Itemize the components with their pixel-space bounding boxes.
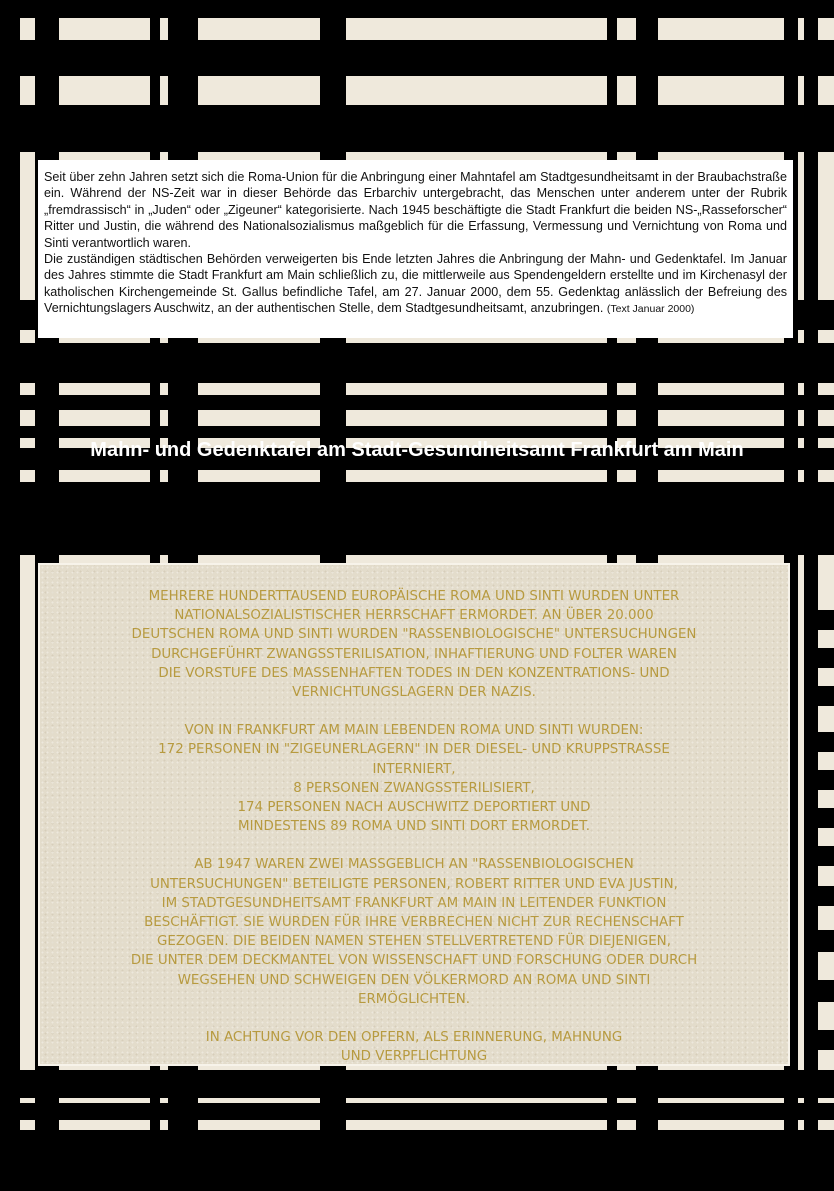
pattern-edge-block: [0, 800, 20, 824]
pattern-edge-block: [812, 808, 834, 828]
pattern-edge-block: [0, 920, 20, 944]
plaque-line: 174 PERSONEN NACH AUSCHWITZ DEPORTIERT UND: [237, 800, 591, 816]
pattern-horizontal-stripe: [0, 40, 834, 76]
plaque-line: AB 1947 WAREN ZWEI MASSGEBLICH AN "RASSENBIOLOGISCHEN: [194, 857, 634, 873]
pattern-vertical-stripe: [0, 0, 20, 1191]
plaque-line: ERMÖGLICHTEN.: [358, 991, 470, 1007]
pattern-horizontal-stripe: [0, 0, 834, 18]
plaque-line: BESCHÄFTIGT. SIE WURDEN FÜR IHRE VERBRECHEN NICHT ZUR RECHENSCHAFT: [144, 915, 684, 931]
pattern-edge-block: [0, 1040, 20, 1064]
pattern-edge-block: [0, 620, 20, 644]
plaque-line: 8 PERSONEN ZWANGSSTERILISIERT,: [293, 780, 535, 796]
memorial-plaque: [38, 563, 790, 1066]
plaque-line: DIE VORSTUFE DES MASSENHAFTEN TODES IN DEN KONZENTRATIONS- UND: [158, 665, 670, 681]
pattern-horizontal-stripe: [0, 1130, 834, 1191]
pattern-edge-block: [812, 648, 834, 668]
plaque-paragraph: [40, 587, 788, 702]
pattern-edge-block: [0, 740, 20, 764]
plaque-line: IN ACHTUNG VOR DEN OPFERN, ALS ERINNERUNG, MAHNUNG: [205, 1030, 623, 1046]
pattern-edge-block: [0, 860, 20, 884]
plaque-paragraph: [40, 721, 788, 836]
pattern-edge-block: [0, 680, 20, 704]
pattern-edge-block: [812, 930, 834, 952]
plaque-line: DIE UNTER DEM DECKMANTEL VON WISSENSCHAFT UND FORSCHUNG ODER DURCH: [130, 953, 698, 969]
pattern-edge-block: [812, 886, 834, 906]
pattern-edge-block: [812, 1030, 834, 1050]
pattern-horizontal-stripe: [0, 1103, 834, 1120]
plaque-line: GEZOGEN. DIE BEIDEN NAMEN STEHEN STELLVERTRETEND FÜR DIEJENIGEN,: [157, 934, 671, 950]
plaque-line: WEGSEHEN UND SCHWEIGEN DEN VÖLKERMORD AN ROMA UND SINTI: [177, 972, 651, 988]
plaque-line: MINDESTENS 89 ROMA UND SINTI DORT ERMORDET.: [238, 819, 590, 835]
pattern-horizontal-stripe: [0, 105, 834, 152]
plaque-line: VERNICHTUNGSLAGERN DER NAZIS.: [292, 685, 536, 701]
plaque-line: 172 PERSONEN IN "ZIGEUNERLAGERN" IN DER DIESEL- UND KRUPPSTRASSE: [158, 742, 670, 758]
plaque-line: NATIONALSOZIALISTISCHER HERRSCHAFT ERMORDET. AN ÜBER 20.000: [174, 608, 654, 624]
pattern-edge-block: [812, 610, 834, 630]
plaque-line: MEHRERE HUNDERTTAUSEND EUROPÄISCHE ROMA UND SINTI WURDEN UNTER: [148, 589, 680, 604]
plaque-line: IM STADTGESUNDHEITSAMT FRANKFURT AM MAIN IN LEITENDER FUNKTION: [161, 895, 667, 911]
pattern-horizontal-stripe: [0, 482, 834, 555]
pattern-horizontal-stripe: [0, 1070, 834, 1098]
pattern-edge-block: [812, 732, 834, 752]
pattern-horizontal-stripe: [0, 395, 834, 410]
plaque-paragraph: [40, 855, 788, 1009]
pattern-vertical-stripe: [804, 0, 818, 1191]
pattern-edge-block: [812, 686, 834, 706]
pattern-horizontal-stripe: [0, 343, 834, 383]
pattern-edge-block: [0, 980, 20, 1004]
plaque-line: INTERNIERT,: [372, 761, 456, 777]
intro-text-box: [38, 160, 793, 338]
intro-source-note: (Text Januar 2000): [606, 303, 695, 316]
pattern-edge-block: [812, 770, 834, 790]
intro-paragraph-1: Seit über zehn Jahren setzt sich die Roma-Union für die Anbringung einer Mahntafel am Stadtgesundheitsamt in der Braubachstraße ein. Während der NS-Zeit war in dieser Behörde das Erbarchiv untergebracht, das Menschen unter anderem unter der Rubrik „fremdrassisch“ in „Juden“ oder „Zigeuner“ kategorisierte. Nach 1945 beschäftigte die Stadt Frankfurt die beiden NS-„Rasseforscher“ Ritter und Justin, die während des Nationalsozialismus maßgeblich für die Erfassung, Vermessung und Vernichtung von Roma und Sinti verantwortlich waren.: [44, 170, 787, 250]
plaque-line: DURCHGEFÜHRT ZWANGSSTERILISATION, INHAFTIERUNG UND FOLTER WAREN: [151, 646, 677, 662]
intro-paragraph-2: [44, 251, 787, 318]
pattern-edge-block: [812, 980, 834, 1002]
plaque-line: DEUTSCHEN ROMA UND SINTI WURDEN "RASSENBIOLOGISCHE" UNTERSUCHUNGEN: [131, 627, 697, 643]
pattern-edge-block: [812, 846, 834, 866]
plaque-line: UND VERPFLICHTUNG: [340, 1049, 488, 1065]
plaque-paragraph: [40, 1028, 788, 1066]
plaque-line: UNTERSUCHUNGEN" BETEILIGTE PERSONEN, ROBERT RITTER UND EVA JUSTIN,: [150, 876, 678, 892]
plaque-line: VON IN FRANKFURT AM MAIN LEBENDEN ROMA UND SINTI WURDEN:: [184, 723, 644, 739]
intro-paragraph-2-text: Die zuständigen städtischen Behörden verweigerten bis Ende letzten Jahres die Anbringung der Mahn- und Gedenktafel. Im Januar des Jahres stimmte die Stadt Frankfurt am Main schließlich zu, die mittlerweile aus Spendengeldern erstellte und im Kirchenasyl der katholischen Kirchengemeinde St. Gallus befindliche Tafel, am 27. Januar 2000, dem 55. Gedenktag anlässlich der Befreiung des Vernichtungslagers Auschwitz, an der authentischen Stelle, dem Stadtgesundheitsamt, anzubringen.: [44, 252, 787, 316]
page-title: Mahn- und Gedenktafel am Stadt-Gesundheitsamt Frankfurt am Main: [90, 438, 744, 461]
plaque-inscription: [40, 587, 788, 1066]
